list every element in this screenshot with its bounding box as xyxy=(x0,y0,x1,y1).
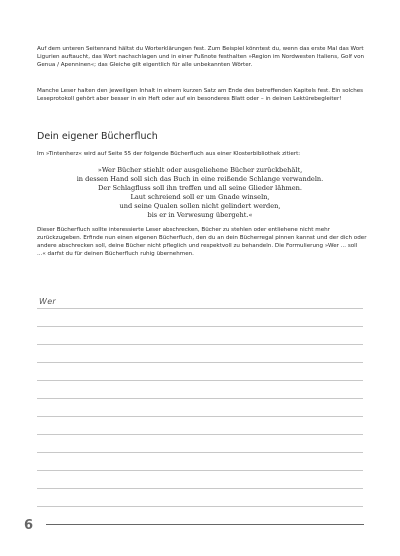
writing-area[interactable] xyxy=(37,298,363,528)
quote-line: in dessen Hand soll sich das Buch in eine reißende Schlange verwandeln. xyxy=(76,174,324,183)
paragraph-task: Dieser Bücherfluch sollte interessierte Leser abschrecken, Bücher zu stehlen oder entliehene nicht mehr zurückzugeben. Erfinde nun einen eigenen Bücherfluch, den du an dein Bücherregal pinnen kannst und der dich oder andere abschrecken soll, deine Bücher nicht pfleglich und respektvoll zu behandeln. Die Formulierung »Wer ... soll ...« darfst du für deinen Bücherfluch ruhig übernehmen. xyxy=(37,227,367,257)
writing-line xyxy=(37,398,363,399)
quote-line: Laut schreiend soll er um Gnade winseln, xyxy=(130,192,270,201)
writing-line xyxy=(37,470,363,471)
writing-line xyxy=(37,380,363,381)
quote-line: »Wer Bücher stiehlt oder ausgeliehene Bücher zurückbehält, xyxy=(97,166,303,174)
writing-line xyxy=(37,344,363,345)
writing-line xyxy=(37,416,363,417)
book-curse-quote xyxy=(60,166,340,219)
quote-line: und seine Qualen sollen nicht gelindert werden, xyxy=(119,201,281,210)
quote-line: bis er in Verwesung übergeht.« xyxy=(147,210,253,219)
writing-line xyxy=(37,362,363,363)
writing-line xyxy=(37,506,363,507)
writing-line xyxy=(37,326,363,327)
writing-line xyxy=(37,434,363,435)
footer-rule xyxy=(46,524,364,525)
writing-line xyxy=(37,308,363,309)
section-heading: Dein eigener Bücherfluch xyxy=(37,131,158,142)
page-number: 6 xyxy=(24,518,34,533)
quote-line: Der Schlagfluss soll ihn treffen und all seine Glieder lähmen. xyxy=(98,183,302,192)
writing-line xyxy=(37,452,363,453)
quote-intro: Im »Tintenherz« wird auf Seite 55 der folgende Bücherfluch aus einer Klosterbibliothek zitiert: xyxy=(37,151,301,157)
handwritten-start-word: Wer xyxy=(39,297,57,306)
writing-line xyxy=(37,488,363,489)
paragraph-reading-protocol: Manche Leser halten den jeweiligen Inhalt in einem kurzen Satz am Ende des betreffenden Kapitels fest. Ein solches Leseprotokoll gehört aber besser in ein Heft oder auf ein besonderes Blatt oder – in deinen Lektürebegleiter! xyxy=(37,88,364,102)
paragraph-footnotes: Auf dem unteren Seitenrand hältst du Worterklärungen fest. Zum Beispiel könntest du, wenn das erste Mal das Wort Ligurien auftaucht, das Wort nachschlagen und in einer Fußnote festhalten »Region im Nordwesten Italiens, Golf von Genua / Apenninen«; das Gleiche gilt eigentlich für alle unbekannten Wörter. xyxy=(37,46,365,68)
